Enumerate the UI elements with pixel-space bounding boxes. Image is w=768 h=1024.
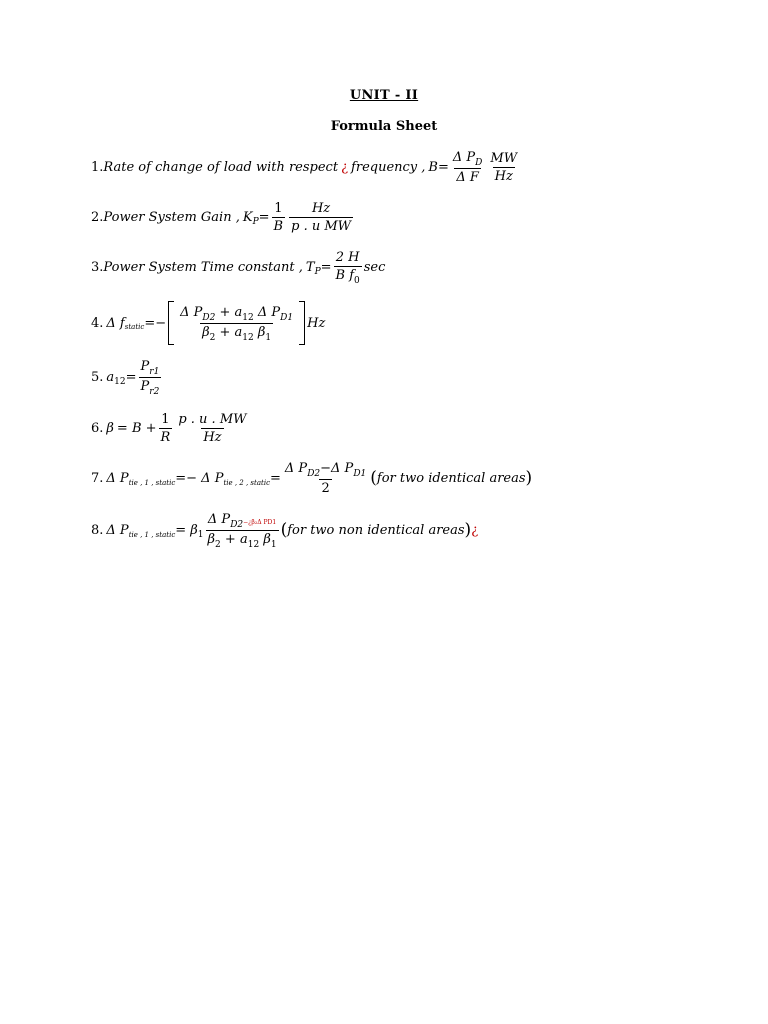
formula-lhs: K — [242, 210, 253, 225]
fraction — [283, 461, 368, 496]
fraction — [334, 250, 362, 285]
formula-lhs: a — [106, 370, 115, 385]
unit-label: sec — [363, 260, 386, 275]
fraction — [159, 412, 173, 445]
subscript: 12 — [114, 376, 126, 387]
sheet-title: Formula Sheet — [330, 119, 438, 134]
formula-lhs: B — [428, 160, 438, 175]
unit-label: Hz — [307, 315, 326, 331]
subscript: D1 — [353, 469, 367, 479]
denominator: B — [273, 219, 284, 234]
close-paren: ) — [525, 467, 533, 488]
subscript: D1 — [280, 312, 294, 323]
equals-term: = B + — [116, 421, 157, 436]
formula-number: 4. — [91, 315, 104, 331]
numerator: P — [140, 359, 150, 374]
formula-number: 7. — [91, 471, 104, 486]
unit-denominator: p . u MW — [291, 219, 352, 234]
encoding-artifact: ¿ — [471, 523, 479, 538]
formula-lhs: Δ P — [106, 471, 129, 486]
subscript: tie , 1 , static — [128, 530, 176, 539]
equals-sign: = — [270, 471, 281, 486]
numerator-term: −Δ P — [320, 461, 354, 476]
plus-sign: + — [219, 304, 231, 320]
formula-lhs: Δ f — [106, 315, 125, 331]
numerator-term: Δ P — [180, 304, 203, 320]
formula-8 — [91, 512, 478, 549]
subscript: r2 — [149, 387, 160, 397]
numerator-term: Δ P — [284, 461, 308, 476]
formula-text: frequency , — [351, 160, 426, 175]
open-paren: ( — [280, 519, 288, 540]
fraction — [206, 512, 279, 549]
equals-sign: = — [258, 210, 270, 225]
condition-note: for two non identical areas — [287, 523, 465, 538]
unit-denominator: Hz — [203, 430, 222, 445]
subscript: P — [252, 216, 259, 227]
formula-7 — [91, 461, 532, 496]
subscript: 1 — [265, 332, 272, 343]
formula-number: 8. — [91, 523, 104, 538]
unit-fraction — [488, 151, 519, 184]
unit-fraction — [289, 201, 353, 234]
numerator: 1 — [161, 412, 170, 427]
numerator-term: Δ P — [207, 512, 231, 527]
subscript: 12 — [247, 540, 260, 550]
subscript: tie , 2 , static — [223, 478, 270, 487]
subscript: D2 — [230, 520, 244, 530]
formula-number: 2. — [91, 210, 104, 225]
condition-note: for two identical areas — [376, 471, 526, 486]
formula-lhs: Δ P — [106, 523, 129, 538]
formula-text: Rate of change of load with respect — [103, 160, 339, 175]
denominator: R — [160, 430, 171, 445]
open-paren: ( — [370, 467, 377, 488]
formula-3 — [91, 250, 385, 285]
formula-4 — [91, 301, 325, 345]
fraction — [272, 201, 286, 234]
fraction — [139, 359, 162, 396]
formula-lhs: T — [305, 260, 315, 275]
subscript: 12 — [242, 312, 254, 323]
denominator: P — [140, 379, 150, 394]
denominator: 2 — [321, 481, 330, 496]
right-bracket — [299, 301, 305, 345]
denominator: Δ F — [456, 170, 479, 185]
numerator: Δ P — [452, 150, 476, 165]
formula-1 — [91, 150, 521, 185]
close-paren: ) — [464, 519, 472, 540]
equals-sign: = — [437, 160, 449, 175]
equals-term: =− Δ P — [175, 471, 224, 486]
unit-denominator: Hz — [494, 169, 513, 184]
encoding-artifact: −¿β₂Δ P — [243, 519, 268, 526]
formula-number: 3. — [91, 260, 104, 275]
equals-sign: =− — [144, 315, 167, 331]
denominator: B f — [335, 268, 355, 283]
subscript: 2 — [209, 332, 216, 343]
fraction — [451, 150, 485, 185]
equals-sign: = — [125, 370, 137, 385]
numerator-term: Δ P — [257, 304, 281, 320]
numerator: 1 — [274, 201, 283, 216]
denominator-term: a — [239, 532, 248, 547]
formula-5 — [91, 359, 163, 396]
subscript: 2 — [215, 540, 221, 550]
subscript: D2 — [202, 312, 216, 323]
unit-numerator: Hz — [311, 201, 331, 216]
subscript: r1 — [149, 367, 160, 377]
plus-sign: + — [224, 532, 236, 547]
formula-number: 5. — [91, 370, 104, 385]
formula-text: Power System Gain , — [103, 210, 240, 225]
formula-6 — [91, 412, 251, 445]
subscript: D — [475, 158, 483, 168]
encoding-artifact: ¿ — [341, 160, 349, 175]
fraction — [178, 305, 295, 342]
equals-sign: = — [320, 260, 332, 275]
subscript: 1 — [197, 529, 204, 540]
denominator-term: β — [263, 532, 271, 547]
denominator-term: β — [257, 324, 266, 340]
formula-number: 1. — [91, 160, 104, 175]
left-bracket — [168, 301, 174, 345]
subscript: tie , 1 , static — [128, 478, 176, 487]
subscript: P — [314, 266, 321, 277]
unit-numerator: p . u . MW — [178, 412, 247, 427]
unit-numerator: MW — [490, 151, 518, 166]
plus-sign: + — [219, 324, 231, 340]
numerator: 2 H — [335, 250, 360, 265]
subscript: D2 — [307, 469, 321, 479]
formula-2 — [91, 201, 355, 234]
formula-lhs: β — [106, 421, 114, 436]
encoding-artifact-subscript: D1 — [267, 519, 277, 526]
equals-term: = β — [175, 523, 198, 538]
unit-title: UNIT - II — [349, 88, 419, 103]
subscript: static — [124, 323, 145, 331]
numerator-term: a — [234, 304, 243, 320]
formula-number: 6. — [91, 421, 104, 436]
subscript: 12 — [242, 332, 254, 343]
denominator-term: β — [202, 324, 210, 340]
formula-text: Power System Time constant , — [103, 260, 303, 275]
subscript: 1 — [270, 540, 277, 550]
unit-fraction — [176, 412, 248, 445]
subscript: 0 — [354, 276, 360, 286]
denominator-term: β — [207, 532, 216, 547]
denominator-term: a — [234, 324, 243, 340]
